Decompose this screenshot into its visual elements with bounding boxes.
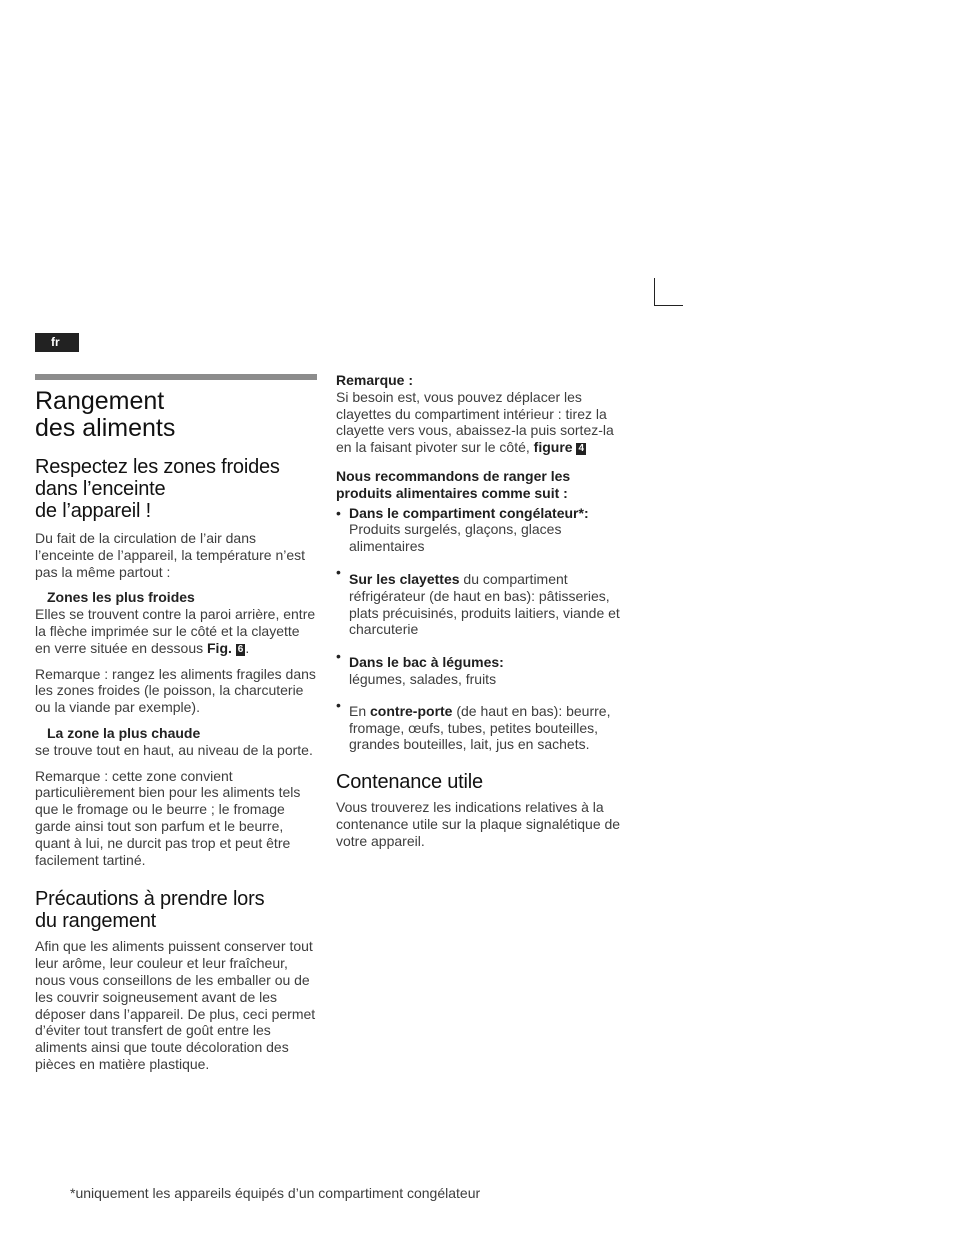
warmest-zone-text: se trouve tout en haut, au niveau de la porte. (35, 741, 313, 758)
note-text (336, 389, 621, 456)
warmest-zone-note: Remarque : cette zone convient particulièrement bien pour les aliments tels que le fromage ou le beurre ; le fromage garde ainsi tout son parfum et le beurre, quant à lui, ne durcit pas trop et peut être facilement tartiné. (35, 767, 301, 868)
coldest-zone-title: Zones les plus froides (47, 589, 195, 606)
figure-6-badge: 6 (237, 643, 244, 655)
footnote: *uniquement les appareils équipés d’un compartiment congélateur (70, 1185, 481, 1201)
precautions-text: Afin que les aliments puissent conserver tout leur arôme, leur couleur et leur fraîcheur, nous vous conseillons de les emballer ou de les couvrir soigneusement avant de les déposer dans l’appareil. De plus, ceci permet d’éviter tout transfert de goût entre les aliments ainsi que toute décoloration des pièces en matière plastique. (35, 938, 316, 1072)
zones-heading-line3: de l’appareil ! (35, 500, 151, 522)
note-fig-label: figure (533, 439, 573, 456)
list-item-bold: contre-porte (370, 702, 453, 719)
list-item (336, 505, 621, 555)
section-rule (35, 374, 317, 380)
list-item-prefix: En (349, 702, 367, 719)
coldest-zone-description: Elles se trouvent contre la paroi arrière, entre la flèche imprimée sur le côté et la clayette en verre située en dessous (35, 606, 316, 656)
capacity-text: Vous trouverez les indications relatives à la contenance utile sur la plaque signalétique de votre appareil. (336, 799, 621, 849)
coldest-zone-text (35, 606, 317, 656)
capacity-heading: Contenance utile (336, 771, 483, 794)
list-item-bold: Sur les clayettes (349, 570, 460, 587)
recommendation-line2: produits alimentaires comme suit : (336, 484, 568, 501)
zones-heading (35, 456, 317, 522)
warmest-zone-title: La zone la plus chaude (47, 724, 201, 741)
recommendation-line1: Nous recommandons de ranger les (336, 467, 571, 484)
list-item (336, 564, 621, 638)
note-description: Si besoin est, vous pouvez déplacer les clayettes du compartiment intérieur : tirez la clayette vers vous, abaissez-la puis sortez-la en la faisant pivoter sur le côté, (336, 388, 614, 456)
left-column (35, 374, 317, 1082)
language-badge: fr (35, 333, 79, 352)
precautions-heading-line2: du rangement (35, 910, 157, 933)
list-item-text: Produits surgelés, glaçons, glaces alimentaires (349, 521, 562, 555)
page-title-line1: Rangement (35, 387, 165, 415)
note-label: Remarque : (336, 372, 414, 388)
zones-heading-line2: dans l’enceinte (35, 478, 166, 500)
list-item (336, 697, 621, 753)
zones-intro: Du fait de la circulation de l’air dans l’enceinte de l’appareil, la température n’est pas la même partout : (35, 530, 306, 580)
page-title-line2: des aliments (35, 414, 176, 442)
crop-mark (654, 278, 683, 306)
precautions-heading-line1: Précautions à prendre lors (35, 888, 265, 911)
recommendation-heading (336, 468, 621, 502)
list-item (336, 648, 621, 688)
list-item-bold: Dans le compartiment congélateur*: (349, 504, 589, 521)
coldest-zone-end: . (245, 639, 250, 656)
coldest-fig-label: Fig. (207, 639, 232, 656)
precautions-heading (35, 888, 317, 932)
list-item-text: légumes, salades, fruits (349, 670, 497, 687)
right-column (336, 372, 621, 859)
zones-heading-line1: Respectez les zones froides (35, 456, 280, 478)
list-item-text: (de haut en bas): beurre, fromage, œufs, tubes, petites bouteilles, grandes bouteilles, lait, jus en sachets. (349, 702, 611, 753)
storage-list (336, 505, 621, 754)
list-item-bold: Dans le bac à légumes: (349, 654, 504, 671)
list-item-text: du compartiment réfrigérateur (de haut en bas): pâtisseries, plats précuisinés, produits laitiers, viande et charcuterie (349, 570, 620, 638)
page-title (35, 388, 317, 442)
coldest-zone-note: Remarque : rangez les aliments fragiles dans les zones froides (le poisson, la charcuterie ou la viande par exemple). (35, 665, 316, 716)
figure-4-badge: 4 (578, 443, 585, 455)
